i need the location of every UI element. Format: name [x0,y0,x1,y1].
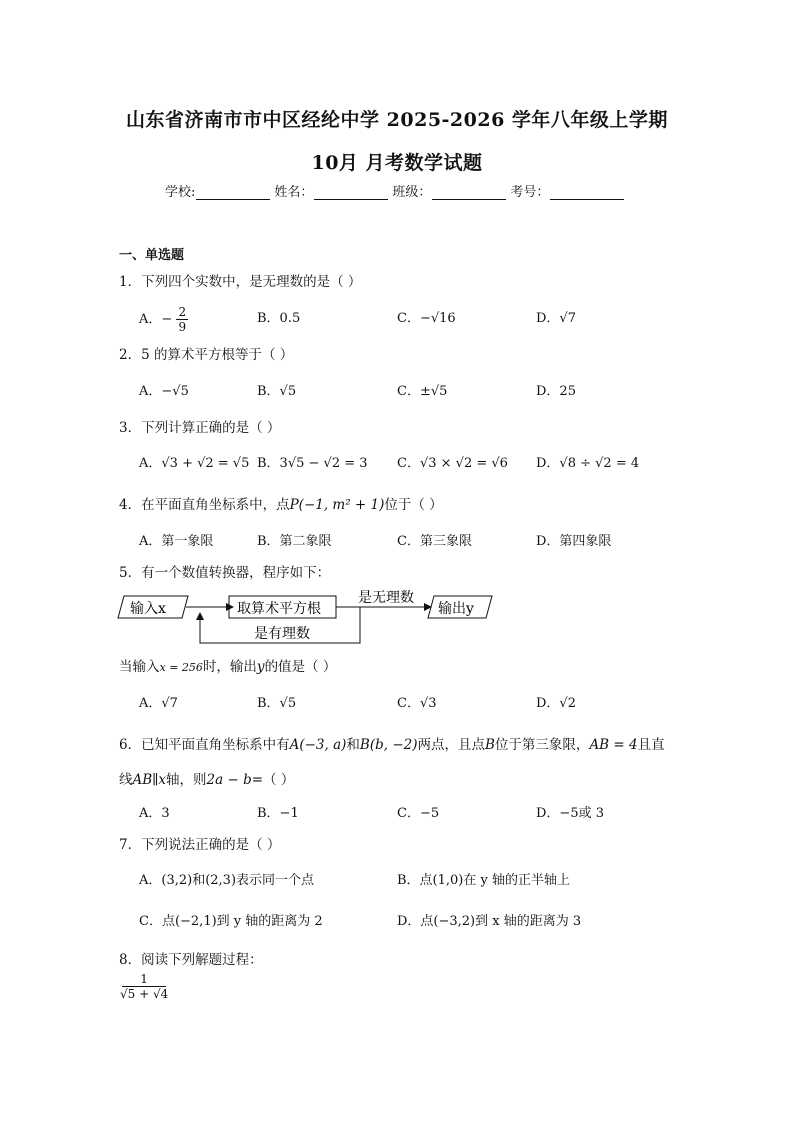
question-5-stem: 5．有一个数值转换器，程序如下： [119,565,331,581]
arrow-head-1 [226,603,234,611]
q6-option-c: C．−5 [397,806,440,821]
exam-number-label: 考号： [510,185,550,200]
q1-a-sign: − [161,312,173,327]
student-info-row [165,181,628,200]
point-p-expression: P(−1, m² + 1) [289,497,385,513]
exam-title-line-1: 山东省济南市市中区经纶中学 2025-2026 学年八年级上学期 [126,109,668,131]
q7-option-a: A．(3,2)和(2,3)表示同一个点 [139,873,315,888]
number-converter-flowchart [116,588,496,648]
q1-a-fraction: $\frac{2}{9}$ [178,305,187,334]
q3-option-a: A．√3 + √2 = √5 [139,456,250,471]
q1-option-c: C．−√16 [397,311,456,326]
q1-option-d: D．√7 [536,311,576,326]
flow-rational-label: 是有理数 [254,626,310,642]
name-label: 姓名： [274,185,314,200]
class-label: 班级： [392,185,432,200]
q7-option-d: D．点(−3,2)到 x 轴的距离为 3 [397,914,582,929]
question-8-stem: 8．阅读下列解题过程： [119,952,263,968]
q4-option-a: A．第一象限 [139,534,214,549]
question-6-stem-line-1: 6．已知平面直角坐标系中有A(−3, a)和B(b, −2)两点，且点B位于第三象限，AB = 4且直 [119,737,665,753]
q5-option-b: B．√5 [257,696,297,711]
question-4-stem: 4．在平面直角坐标系中，点P(−1, m² + 1)位于（ ） [119,497,443,513]
school-label: 学校: [165,185,196,200]
flow-process-label: 取算术平方根 [237,601,321,617]
exam-number-blank [550,186,624,200]
q8-denominator: √5 + √4 [120,987,169,1001]
question-7-stem: 7．下列说法正确的是（ ） [119,837,281,853]
q8-fraction [120,972,168,1001]
q3-option-c: C．√3 × √2 = √6 [397,456,508,471]
q4-option-d: D．第四象限 [536,534,612,549]
q6-option-a: A．3 [139,806,170,821]
q2-option-c: C．±√5 [397,384,448,399]
flow-input-label: 输入x [130,601,166,617]
q5-option-a: A．√7 [139,696,178,711]
q5-option-c: C．√3 [397,696,437,711]
q4-option-c: C．第三象限 [397,534,472,549]
name-blank [314,186,388,200]
flow-irrational-label: 是无理数 [358,590,414,606]
q3-option-d: D．√8 ÷ √2 = 4 [536,456,640,471]
q7-option-c: C．点(−2,1)到 y 轴的距离为 2 [139,914,323,929]
question-6-stem-line-2: 线AB∥x轴，则2a − b=（ ） [119,772,295,788]
q1-option-a: A．− $\frac{2}{9}$ [139,305,187,334]
q5-option-d: D．√2 [536,696,576,711]
q4-option-b: B．第二象限 [257,534,332,549]
q6-option-d: D．−5或 3 [536,806,604,821]
arrow-head-3 [196,612,204,620]
q6-option-b: B．−1 [257,806,299,821]
flow-output-label: 输出y [438,601,474,617]
q2-option-b: B．√5 [257,384,297,399]
q1-option-b: B．0.5 [257,311,301,326]
question-5-prompt: 当输入x = 256时，输出y的值是（ ） [119,659,337,675]
q7-option-b: B．点(1,0)在 y 轴的正半轴上 [397,873,570,888]
question-3-stem: 3．下列计算正确的是（ ） [119,420,281,436]
q2-option-a: A．−√5 [139,384,189,399]
school-blank [196,186,270,200]
question-2-stem: 2．5 的算术平方根等于（ ） [119,347,294,363]
q8-numerator: 1 [122,972,166,987]
class-blank [432,186,506,200]
section-heading: 一、单选题 [119,248,185,263]
question-1-stem: 1．下列四个实数中，是无理数的是（ ） [119,274,362,290]
q2-option-d: D．25 [536,384,576,399]
exam-title-line-2: 10月 月考数学试题 [311,152,483,174]
q3-option-b: B．3√5 − √2 = 3 [257,456,368,471]
